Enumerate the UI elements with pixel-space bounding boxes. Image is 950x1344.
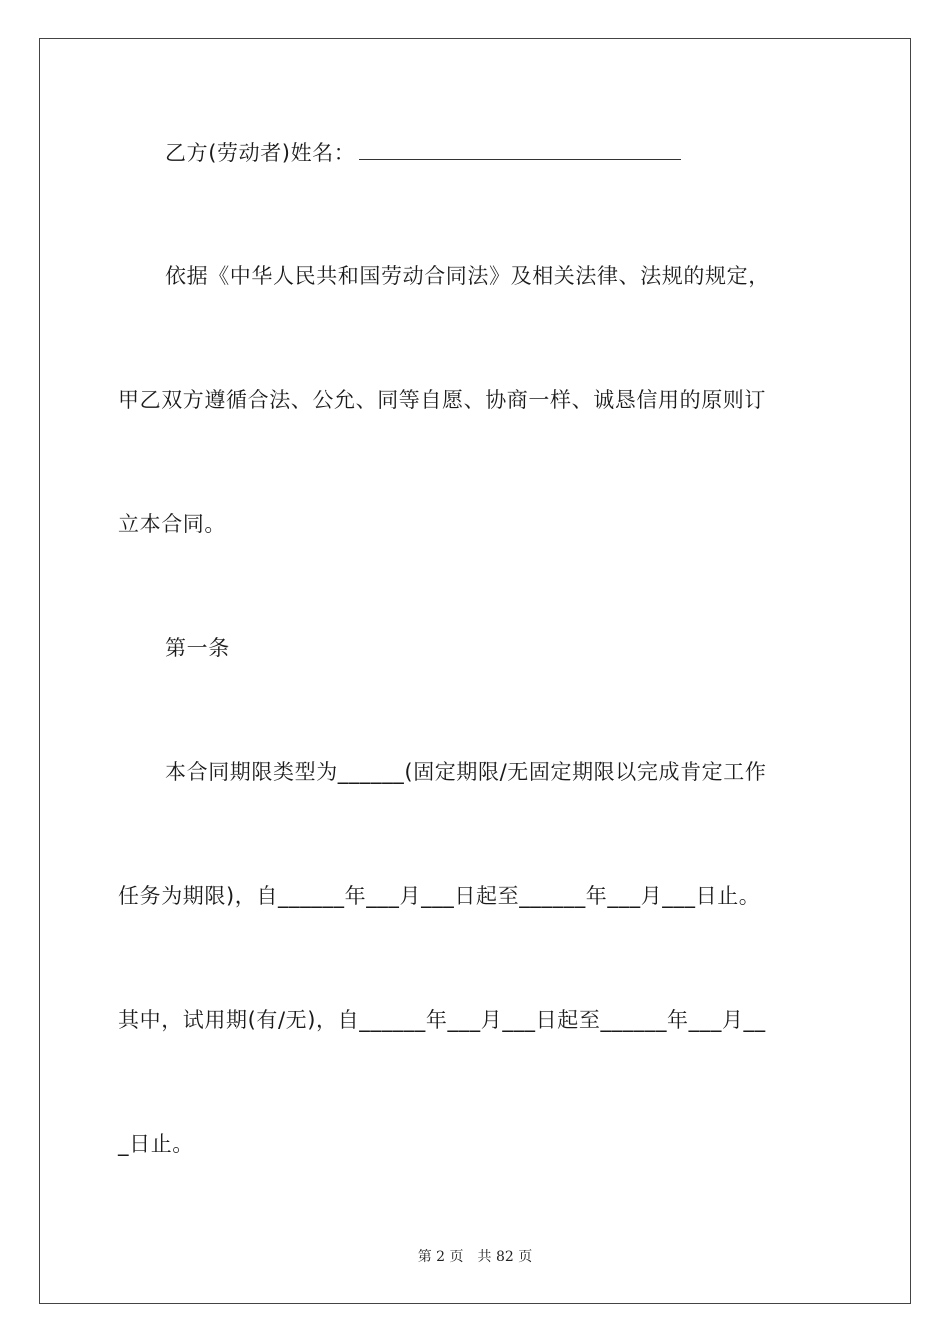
paragraph-2-line-2: 任务为期限)，自______年___月___日起至______年___月___日止。: [118, 884, 761, 908]
paragraph-2-line-3: 其中，试用期(有/无)，自______年___月___日起至______年___月__: [118, 1008, 766, 1032]
paragraph-1-line-3: 立本合同。: [118, 512, 226, 536]
paragraph-2-line-1: 本合同期限类型为______(固定期限/无固定期限以完成肯定工作: [165, 760, 767, 784]
party-b-name-line: [165, 139, 681, 167]
party-b-label: 乙方(劳动者)姓名：: [165, 141, 356, 165]
party-b-name-blank: [359, 139, 681, 160]
article-heading: 第一条: [165, 636, 230, 660]
paragraph-1-line-1: 依据《中华人民共和国劳动合同法》及相关法律、法规的规定，: [165, 264, 770, 288]
page-number-footer: 第 2 页 共 82 页: [417, 1249, 533, 1265]
page-frame: [39, 38, 911, 1304]
paragraph-1-line-2: 甲乙双方遵循合法、公允、同等自愿、协商一样、诚恳信用的原则订: [118, 388, 766, 412]
paragraph-2-line-4: _日止。: [118, 1132, 194, 1156]
